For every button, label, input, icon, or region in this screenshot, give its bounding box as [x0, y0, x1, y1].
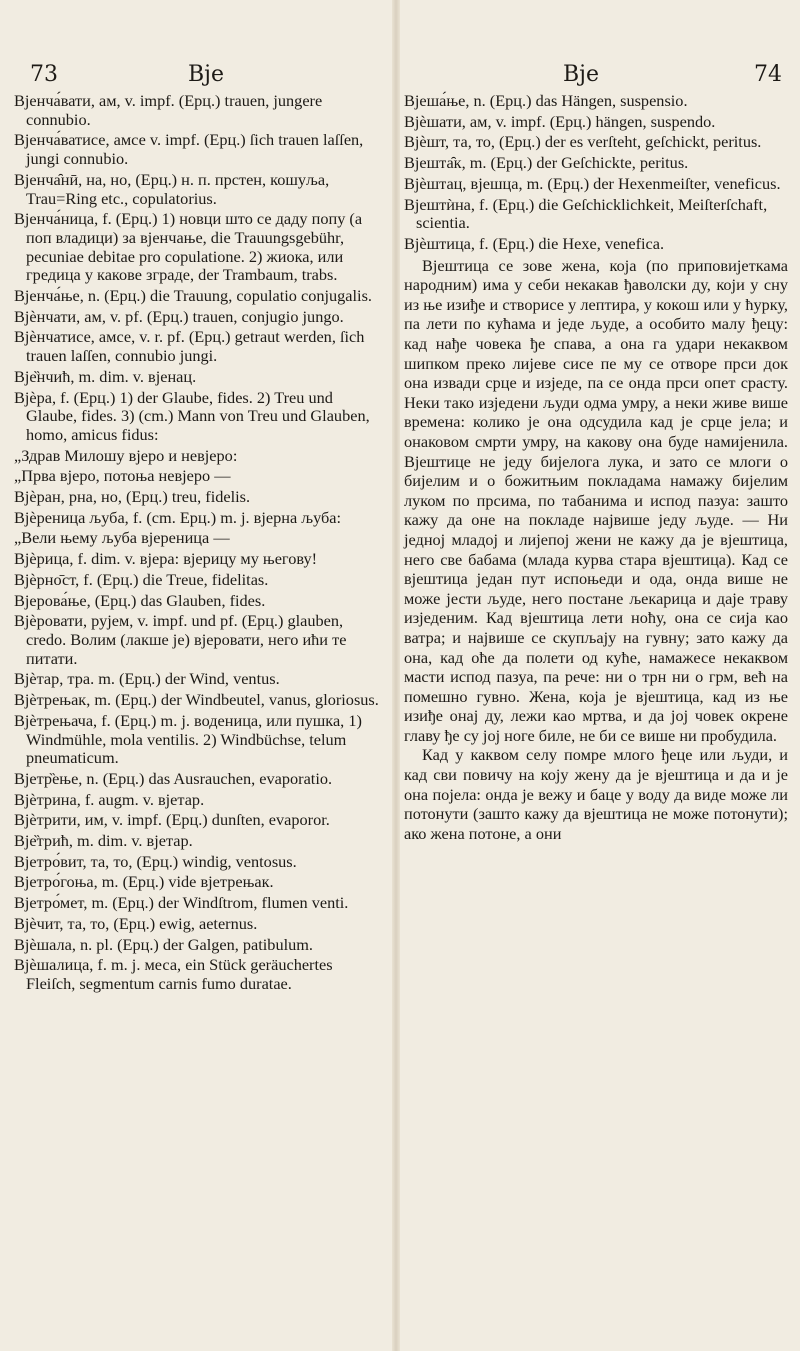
quoted-verse: „Вели њему љуба вјереница — — [14, 528, 230, 548]
dictionary-entry: Вјенча́ница, f. (Ерц.) 1) новци што се даду попу (а поп владици) за вјенчање, die Trauungsgebühr, pecuniae debitae pro copulatione. 2) жиока, или гредица у какове зграде, der Trambaum, trabs. — [14, 209, 363, 285]
quoted-verse: „Прва вјеро, потоња невјеро — — [14, 466, 231, 486]
right-column — [404, 92, 788, 843]
entry-paragraph: Вјештица се зове жена, која (по приповијеткама народним) има у себи некакав ђаволски ду, који у сну из ње изиђе и створисе у лептира, у кокош или у ћурку, па лети по кућама и једе људе, а особито малу ђецу: кад нађе човека ђе спава, а она га удари некаквом шипком преко лијеве сисе пе му се отворе прси док она извади срце и изједе, па се онда прси опет срасту. Неки тако изједени људи одма умру, а неки живе више времена: колико је она одсудила кад је срце јела; и онаковом смрти умру, на какову она буде намијенила. Вјештице не једу бијелога лука, и зато се млоги о бијелим и о божитњим покладама намажу бијелим луком по прсима, по табанима и испод пазуа: зашто кажу да оне на покладе највише једу људе. — Ни једној младој и лијепој жени не кажу да је вјештица, него све бабама (млада курва стара вјештица). Кад се вјештица један пут испоњеди и ода, онда више не може јести људе, него постане љекарица и даје траву изједеним. Кад вјештица лети ноћу, она се сија као ватра; и највише се скупљају на гувну; зато кажу да она, кад оће да полети од куће, намажесе некаквом масти испод пазуа, па рече: ни о трн ни о грм, већ на помешно гувно. Жена, која је вјештица, кад из ње изиђе онај ду, лежи као мртва, и да јој човек окрене главу ђе су јој ноге биле, не би се више ни пробудила. — [404, 255, 788, 745]
dictionary-entry: Вје̏трић, m. dim. v. вјетар. — [14, 831, 193, 851]
dictionary-entry: Вјѐреница љуба, f. (cm. Ерц.) m. j. вјерна љуба: — [14, 507, 342, 527]
right-running-head: Вје — [563, 62, 600, 87]
dictionary-entry: Вјерова́ње, (Ерц.) das Glauben, fides. — [14, 590, 266, 610]
entry-paragraph: Кад у каквом селу помре млого ђеце или људи, и кад сви повичу на коју жену да је вјештица и да и је она појела: онда је вежу и баце у воду да виде може ли потонути (зашто кажу да вјештица не може потонути); ако жена потоне, а они — [404, 745, 788, 843]
dictionary-entry: Вје̏нчић, m. dim. v. вјенац. — [14, 366, 197, 386]
dictionary-entry: Вјѐшати, ам, v. impf. (Ерц.) hängen, suspendo. — [404, 111, 716, 131]
book-gutter — [392, 0, 400, 1351]
dictionary-entry: Вјѐран, рна, но, (Ерц.) treu, fidelis. — [14, 487, 251, 507]
quoted-verse: „Здрав Милошу вјеро и невјеро: — [14, 445, 238, 465]
dictionary-entry: Вјѐрно̄ст, f. (Ерц.) die Treue, fidelitas. — [14, 569, 269, 589]
dictionary-entry: Вјѐшала, n. pl. (Ерц.) der Galgen, patibulum. — [14, 934, 313, 954]
dictionary-entry: Вјѐчит, та, то, (Ерц.) ewig, aeternus. — [14, 913, 258, 933]
dictionary-entry: Вјеша́ње, n. (Ерц.) das Hängen, suspensio. — [404, 91, 688, 110]
dictionary-entry: Вјенча́ватисе, амсе v. impf. (Ерц.) ſich trauen laſſen, jungi connubio. — [14, 130, 364, 169]
dictionary-entry: Вјѐшт, та, то, (Ерц.) der es verſteht, geſchickt, peritus. — [404, 132, 762, 152]
left-column — [14, 92, 384, 996]
left-running-head: Вје — [188, 62, 225, 87]
dictionary-entry: Вјетро́гоња, m. (Ерц.) vide вјетрењак. — [14, 872, 274, 892]
left-page-number: 73 — [30, 62, 58, 87]
dictionary-entry: Вјѐтрити, им, v. impf. (Ерц.) dunſten, evaporor. — [14, 810, 330, 830]
dictionary-entry: Вјѐнчатисе, амсе, v. r. pf. (Ерц.) getraut werden, ſich trauen laſſen, connubio jungi. — [14, 327, 365, 366]
dictionary-entry: Вјѐшалица, f. m. j. меса, ein Stück geräuchertes Fleiſch, segmentum carnis fumo duratae. — [14, 955, 333, 993]
dictionary-entry: Вјѐра, f. (Ерц.) 1) der Glaube, fides. 2) Treu und Glaube, fides. 3) (cm.) Mann von Treu und Glauben, homo, amicus fidus: — [14, 387, 370, 444]
dictionary-entry: Вјенча̑нӣ, на, но, (Ерц.) н. п. прстен, кошуља, Trau=Ring etc., copulatorius. — [14, 169, 330, 208]
dictionary-entry: Вјѐтрењача, f. (Ерц.) m. j. воденица, или пушка, 1) Windmühle, mola ventilis. 2) Windbüchse, telum pneumaticum. — [14, 710, 362, 768]
dictionary-entry: Вјѐтар, тра. m. (Ерц.) der Wind, ventus. — [14, 669, 280, 689]
dictionary-entry: Вјѐнчати, ам, v. pf. (Ерц.) trauen, conjugio jungo. — [14, 306, 344, 326]
dictionary-entry: Вјетро́вит, та, то, (Ерц.) windig, ventosus. — [14, 851, 297, 871]
dictionary-entry: Вјешта̑к, m. (Ерц.) der Geſchickte, peritus. — [404, 153, 689, 173]
dictionary-entry: Вјѐштица, f. (Ерц.) die Hexe, venefica. — [404, 233, 665, 253]
dictionary-entry: Вјенча́ње, n. (Ерц.) die Trauung, copulatio conjugalis. — [14, 286, 372, 306]
dictionary-entry: Вјѐштац, вјешца, m. (Ерц.) der Hexenmeiſter, veneficus. — [404, 173, 781, 193]
dictionary-entry: Вјетр̏ење, n. (Ерц.) das Ausrauchen, evaporatio. — [14, 768, 333, 788]
dictionary-entry: Вјештѝна, f. (Ерц.) die Geſchicklichkeit, Meiſterſchaft, scientia. — [404, 194, 768, 233]
dictionary-entry: Вјѐтрењак, m. (Ерц.) der Windbeutel, vanus, gloriosus. — [14, 690, 379, 710]
dictionary-entry: Вјѐтрина, f. augm. v. вјетар. — [14, 789, 205, 809]
right-page-number: 74 — [754, 62, 782, 87]
dictionary-entry: Вјенча́вати, ам, v. impf. (Ерц.) trauen, jungere connubio. — [14, 91, 323, 129]
dictionary-entry: Вјѐрица, f. dim. v. вјера: вјерицу му његову! — [14, 549, 318, 569]
dictionary-entry: Вјѐровати, рујем, v. impf. und pf. (Ерц.) glauben, credo. Волим (лакше је) вјеровати, него ићи те питати. — [14, 611, 347, 668]
dictionary-entry: Вјетро́мет, m. (Ерц.) der Windſtrom, flumen venti. — [14, 893, 349, 913]
